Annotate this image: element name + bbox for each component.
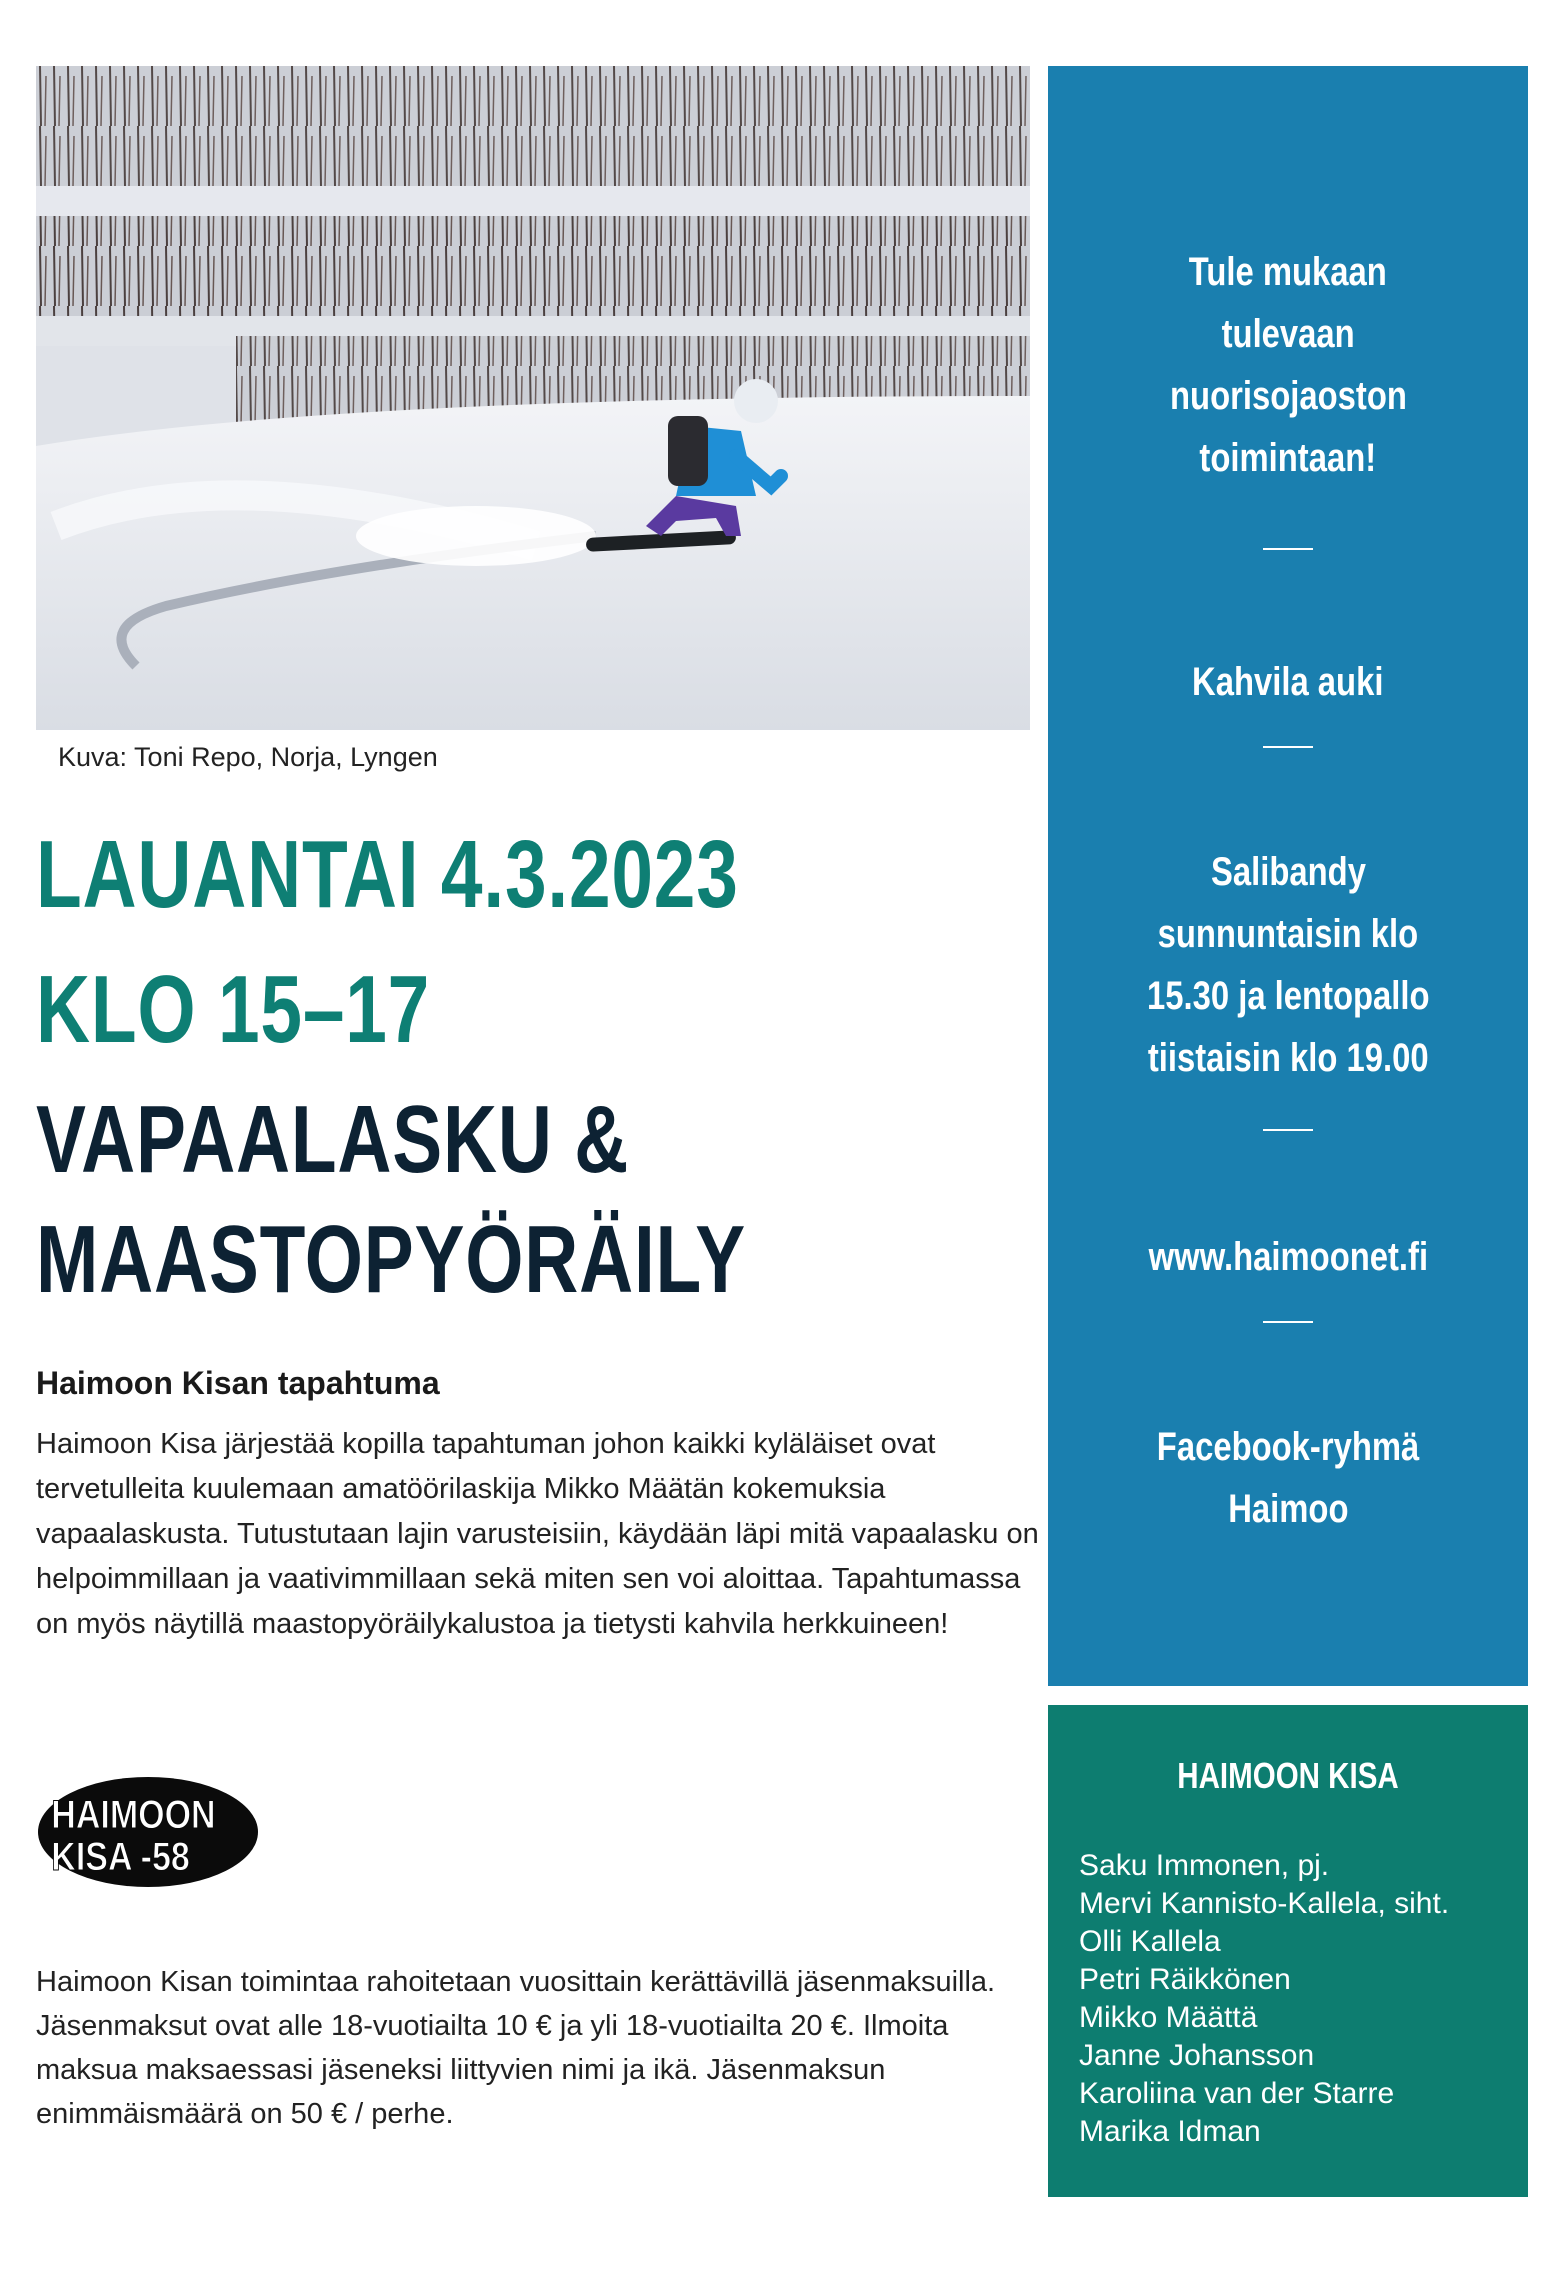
cafe-info — [1048, 651, 1528, 713]
event-date: LAUANTAI 4.3.2023 — [36, 821, 739, 928]
board-member: Janne Johansson — [1079, 2039, 1315, 2072]
snowboarder-illustration — [36, 66, 1030, 730]
separator — [1263, 548, 1313, 550]
sports-block — [1048, 841, 1528, 1089]
separator — [1263, 1321, 1313, 1323]
facebook-line: Facebook-ryhmä — [1156, 1425, 1420, 1469]
logo-line1: HAIMOON — [51, 1791, 216, 1837]
sports-line: sunnuntaisin klo — [1157, 912, 1419, 956]
invite-line: Tule mukaan — [1188, 250, 1388, 294]
board-title-text: HAIMOON KISA — [1177, 1755, 1399, 1796]
event-title-line2: MAASTOPYÖRÄILY — [36, 1206, 746, 1313]
sports-line: tiistaisin klo 19.00 — [1147, 1036, 1429, 1080]
board-member: Olli Kallela — [1079, 1925, 1221, 1958]
event-time: KLO 15–17 — [36, 956, 431, 1063]
board-member: Marika Idman — [1079, 2115, 1261, 2148]
logo-line2: KISA -58 — [51, 1833, 190, 1879]
sports-line: Salibandy — [1210, 850, 1366, 894]
board-member: Mikko Määttä — [1079, 2001, 1258, 2034]
membership-fee-text: Haimoon Kisan toimintaa rahoitetaan vuosittain kerättävillä jäsenmaksuilla. Jäsenmaksut ovat alle 18-vuotiailta 10 € ja yli 18-vuotiailta 20 €. Ilmoita maksua maksaessasi jäseneksi liittyvien nimi ja ikä. Jäsenmaksun enimmäismäärä on 50 € / perhe. — [36, 1966, 996, 2130]
event-title-line1: VAPAALASKU & — [36, 1086, 630, 1193]
board-title — [1048, 1755, 1528, 1797]
cafe-text: Kahvila auki — [1192, 660, 1384, 704]
separator — [1263, 746, 1313, 748]
info-sidebar — [1048, 66, 1528, 1686]
board-member: Karoliina van der Starre — [1079, 2077, 1395, 2110]
invite-line: tulevaan — [1221, 312, 1355, 356]
facebook-line: Haimoo — [1227, 1487, 1349, 1531]
invite-block — [1048, 241, 1528, 489]
haimoon-kisa-logo — [36, 1770, 261, 1890]
invite-line: toimintaan! — [1199, 436, 1377, 480]
separator — [1263, 1129, 1313, 1131]
photo-caption: Kuva: Toni Repo, Norja, Lyngen — [58, 742, 438, 772]
sports-line: 15.30 ja lentopallo — [1146, 974, 1430, 1018]
board-member: Saku Immonen, pj. — [1079, 1849, 1330, 1882]
website-link[interactable] — [1048, 1226, 1528, 1288]
intro-text: Haimoon Kisa järjestää kopilla tapahtuman johon kaikki kyläläiset ovat tervetulleita kuulemaan amatöörilaskija Mikko Määtän kokemuksia vapaalaskusta. Tutustutaan lajin varusteisiin, käydään läpi mitä vapaalasku on helpoimmillaan ja vaativimmillaan sekä miten sen voi aloittaa. Tapahtumassa on myös näytillä maastopyöräilykalustoa ja tietysti kahvila herkkuineen! — [36, 1428, 1039, 1640]
intro-heading: Haimoon Kisan tapahtuma — [36, 1365, 440, 1401]
board-member: Petri Räikkönen — [1079, 1963, 1291, 1996]
board-member: Mervi Kannisto-Kallela, siht. — [1079, 1887, 1450, 1920]
hero-photo — [36, 66, 1030, 730]
board-box — [1048, 1705, 1528, 2197]
invite-line: nuorisojaoston — [1169, 374, 1407, 418]
website-text[interactable]: www.haimoonet.fi — [1148, 1235, 1428, 1279]
facebook-block — [1048, 1416, 1528, 1540]
board-member-list — [1079, 1847, 1449, 2151]
